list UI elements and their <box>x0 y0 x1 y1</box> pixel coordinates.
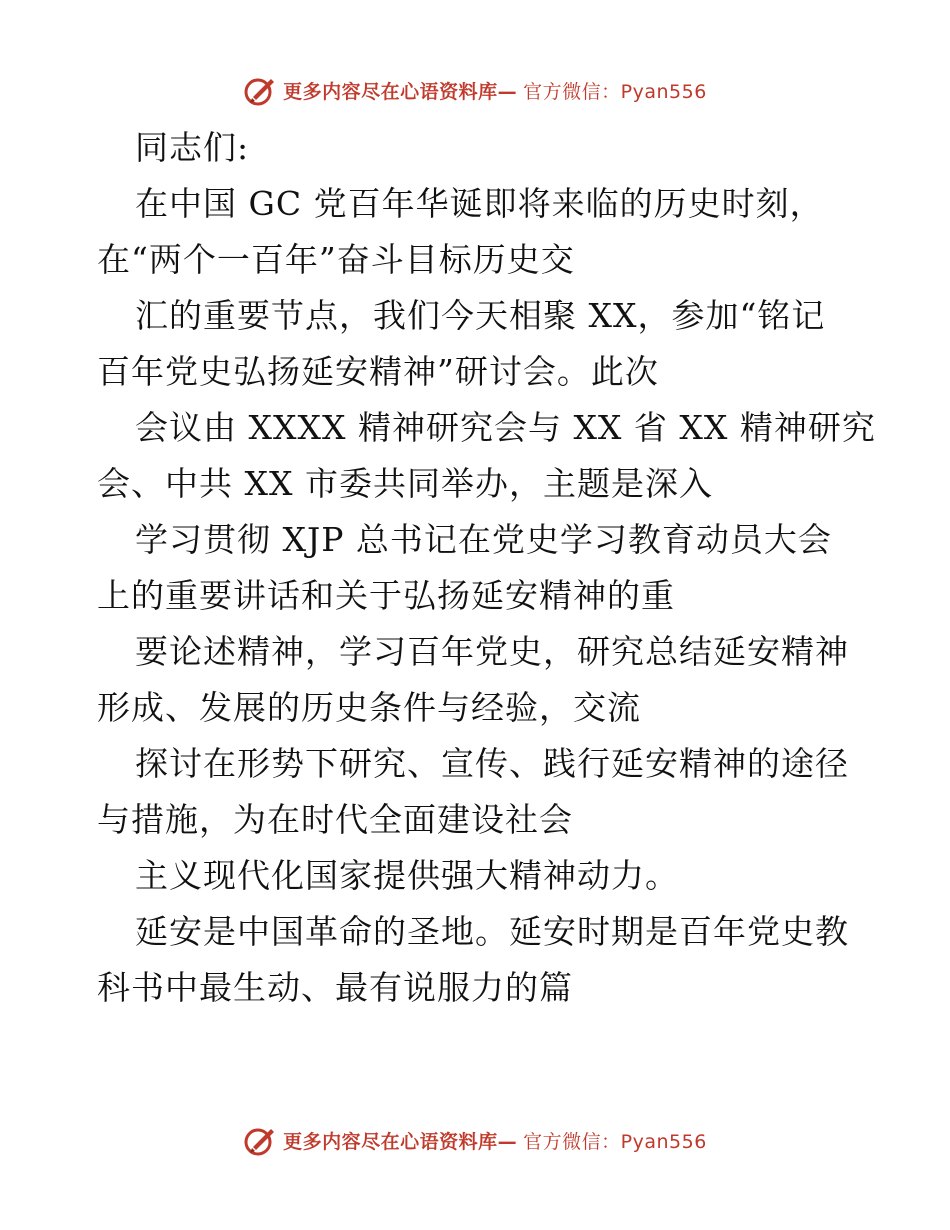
paragraph-line: 形成、发展的历史条件与经验，交流 <box>97 688 641 727</box>
paragraph-line: 百年党史弘扬延安精神”研讨会。此次 <box>97 352 659 391</box>
paragraph-line: 科书中最生动、最有说服力的篇 <box>97 968 573 1007</box>
header-promo-text: 更多内容尽在心语资料库— <box>283 80 518 103</box>
paragraph-line: 在“两个一百年”奋斗目标历史交 <box>97 240 575 279</box>
paragraph-line: 汇的重要节点，我们今天相聚 XX，参加“铭记 <box>135 296 826 335</box>
paragraph-line: 会议由 XXXX 精神研究会与 XX 省 XX 精神研究 <box>135 408 876 447</box>
paragraph-line: 学习贯彻 XJP 总书记在党史学习教育动员大会 <box>135 520 832 559</box>
footer-wechat-text: 官方微信：Pyan556 <box>523 1130 707 1153</box>
header-banner <box>0 70 950 110</box>
paragraph-line: 上的重要讲话和关于弘扬延安精神的重 <box>97 576 675 615</box>
paragraph-line: 探讨在形势下研究、宣传、践行延安精神的途径 <box>135 744 849 783</box>
paragraph-line: 延安是中国革命的圣地。延安时期是百年党史教 <box>135 912 849 951</box>
salutation: 同志们: <box>135 128 250 167</box>
footer-promo-text: 更多内容尽在心语资料库— <box>283 1130 518 1153</box>
paragraph-line: 主义现代化国家提供强大精神动力。 <box>135 856 679 895</box>
footer-banner <box>0 1120 950 1160</box>
paragraph-line: 会、中共 XX 市委共同举办，主题是深入 <box>97 464 713 503</box>
quill-pen-logo-icon <box>243 1123 277 1157</box>
paragraph-line: 与措施，为在时代全面建设社会 <box>97 800 573 839</box>
document-body <box>97 120 876 1016</box>
header-wechat-text: 官方微信：Pyan556 <box>523 80 707 103</box>
paragraph-line: 要论述精神，学习百年党史，研究总结延安精神 <box>135 632 849 671</box>
paragraph-line: 在中国 GC 党百年华诞即将来临的历史时刻， <box>135 184 824 223</box>
quill-pen-logo-icon <box>243 73 277 107</box>
